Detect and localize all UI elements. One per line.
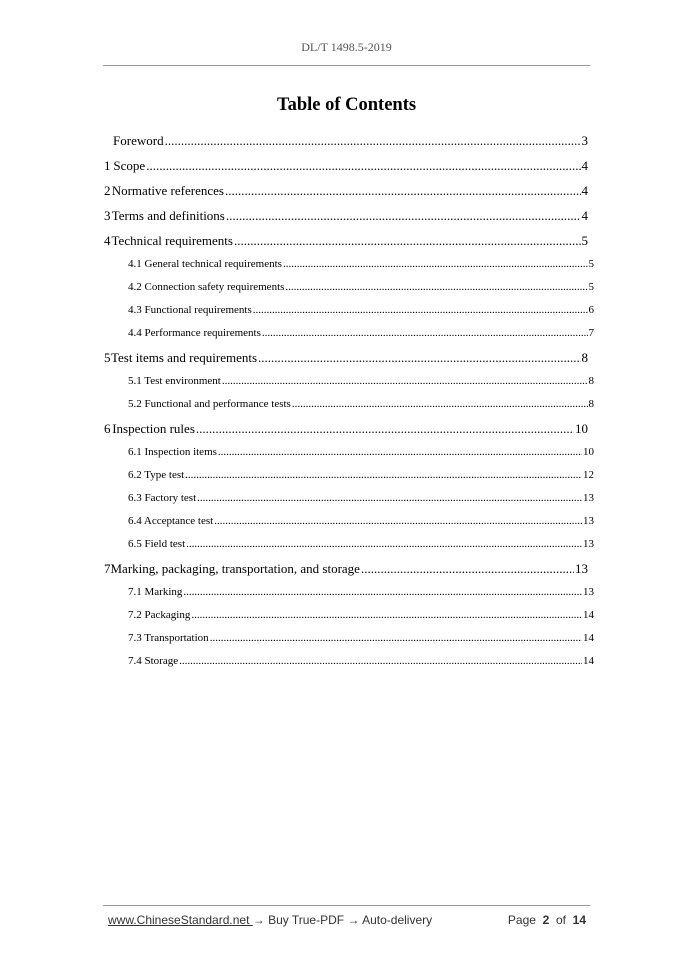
toc-entry-page-number: 5 [588,281,594,293]
toc-entry-label: Normative references [111,183,224,198]
toc-subsection-entry[interactable] [104,299,594,322]
toc-dot-leader [253,299,588,322]
toc-entry-page-number: 13 [583,515,594,527]
toc-subsection-entry[interactable] [104,627,594,650]
toc-entry-page-number: 13 [583,586,594,598]
auto-delivery-text: Auto-delivery [359,913,433,927]
running-header: DL/T 1498.5-2019 [301,40,392,54]
toc-subsection-entry[interactable] [104,604,594,627]
toc-entry-label: 6.4 Acceptance test [128,515,214,527]
toc-entry-number: 1 [104,158,111,173]
toc-dot-leader [179,650,582,673]
toc-entry-number: 2 [104,183,111,198]
toc-subsection-entry[interactable] [104,581,594,604]
toc-entry-page-number: 4 [581,183,588,198]
toc-entry-label: 5.1 Test environment [128,375,221,387]
page-title: Table of Contents [276,95,417,115]
toc-section-entry[interactable] [104,128,588,153]
toc-dot-leader [225,178,581,203]
toc-entry-page-number: 5 [581,233,588,248]
toc-entry-label: Marking, packaging, transportation, and storage [110,561,360,576]
toc-entry-number: 6 [104,421,111,436]
toc-section-entry[interactable] [104,228,588,253]
toc-dot-leader [191,604,582,627]
toc-section-entry[interactable] [104,203,588,228]
toc-dot-leader [183,581,582,604]
toc-entry-label: Terms and definitions [111,208,225,223]
toc-entry-label: 7.4 Storage [128,655,179,667]
footer-divider [103,905,590,906]
toc-entry-label: 7.2 Packaging [128,609,191,621]
toc-entry-page-number: 13 [583,538,594,550]
toc-dot-leader [234,228,581,253]
toc-entry-label: 7.1 Marking [128,586,183,598]
toc-entry-page-number: 3 [581,133,588,148]
toc-dot-leader [283,253,588,276]
toc-subsection-entry[interactable] [104,510,594,533]
toc-section-entry[interactable] [104,345,588,370]
toc-dot-leader [196,416,574,441]
toc-entry-page-number: 12 [583,469,594,481]
arrow-right-icon: → [252,913,265,927]
page-total: 14 [572,913,586,927]
toc-entry-page-number: 6 [588,304,594,316]
toc-entry-label: 6.3 Factory test [128,492,197,504]
toc-entry-page-number: 13 [583,492,594,504]
toc-dot-leader [165,128,581,153]
toc-entry-label: Technical requirements [111,233,233,248]
toc-entry-label: Foreword [113,133,164,148]
page-label: Page [507,913,536,927]
toc-subsection-entry[interactable] [104,276,594,299]
toc-entry-page-number: 8 [588,375,594,387]
toc-entry-label: 6.1 Inspection items [128,446,217,458]
toc-dot-leader [218,441,582,464]
toc-section-entry[interactable] [104,416,588,441]
toc-dot-leader [185,464,582,487]
toc-dot-leader [292,393,588,416]
arrow-right-icon: → [347,913,360,927]
toc-dot-leader [361,556,574,581]
toc-entry-number: 7 [104,561,111,576]
buy-pdf-text: Buy True-PDF [264,913,348,927]
toc-subsection-entry[interactable] [104,487,594,510]
toc-entry-page-number: 8 [581,350,588,365]
toc-dot-leader [226,203,581,228]
toc-subsection-entry[interactable] [104,533,594,556]
toc-entry-label: 7.3 Transportation [128,632,209,644]
page-current: 2 [542,913,550,927]
toc-entry-page-number: 14 [583,655,594,667]
toc-section-entry[interactable] [104,153,588,178]
toc-entry-number: 4 [104,233,111,248]
toc-dot-leader [222,370,588,393]
toc-entry-page-number: 13 [575,561,588,576]
toc-entry-page-number: 14 [583,632,594,644]
toc-subsection-entry[interactable] [104,253,594,276]
toc-dot-leader [262,322,588,345]
toc-entry-number: 3 [104,208,111,223]
toc-entry-page-number: 4 [581,208,588,223]
toc-subsection-entry[interactable] [104,650,594,673]
toc-entry-label: 4.1 General technical requirements [128,258,282,270]
toc-dot-leader [285,276,587,299]
toc-entry-page-number: 10 [575,421,588,436]
toc-subsection-entry[interactable] [104,441,594,464]
footer-promo [108,913,432,927]
toc-entry-label: 6.2 Type test [128,469,185,481]
toc-entry-number: 5 [104,350,111,365]
toc-entry-page-number: 10 [583,446,594,458]
toc-entry-label: 4.3 Functional requirements [128,304,252,316]
toc-entry-label: Inspection rules [112,421,195,436]
toc-dot-leader [210,627,582,650]
toc-entry-label: 6.5 Field test [128,538,186,550]
toc-subsection-entry[interactable] [104,322,594,345]
toc-entry-page-number: 7 [588,327,594,339]
toc-section-entry[interactable] [104,178,588,203]
website-link[interactable]: www.ChineseStandard.net [108,913,253,927]
toc-dot-leader [186,533,582,556]
toc-subsection-entry[interactable] [104,393,594,416]
toc-subsection-entry[interactable] [104,464,594,487]
page-indicator [508,913,586,927]
header-divider [103,65,590,66]
toc-entry-label: 4.2 Connection safety requirements [128,281,285,293]
toc-entry-label: 4.4 Performance requirements [128,327,261,339]
toc-subsection-entry[interactable] [104,370,594,393]
toc-entry-page-number: 8 [588,398,594,410]
toc-dot-leader [258,345,580,370]
toc-section-entry[interactable] [104,556,588,581]
page-of: of [555,913,566,927]
toc-entry-page-number: 14 [583,609,594,621]
toc-entry-label: Test items and requirements [111,350,258,365]
toc-entry-label: Scope [113,158,146,173]
toc-entry-label: 5.2 Functional and performance tests [128,398,291,410]
toc-dot-leader [146,153,580,178]
toc-entry-page-number: 5 [588,258,594,270]
toc-dot-leader [197,487,582,510]
toc-entry-page-number: 4 [581,158,588,173]
table-of-contents [104,128,594,673]
toc-dot-leader [214,510,582,533]
